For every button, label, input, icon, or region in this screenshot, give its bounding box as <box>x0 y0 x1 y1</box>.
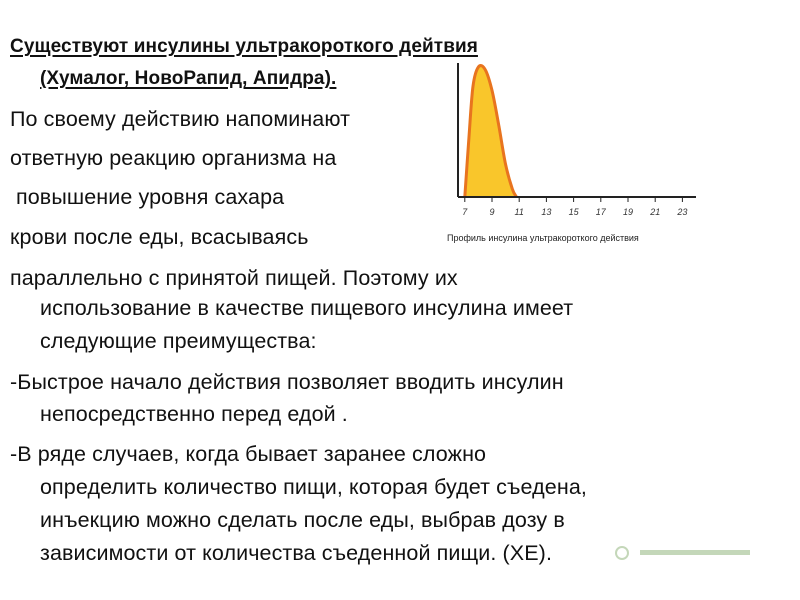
body-line: крови после еды, всасываясь <box>10 225 309 249</box>
body-line: повышение уровня сахара <box>16 185 285 209</box>
body-line: непосредственно перед едой . <box>40 402 348 426</box>
body-line: зависимости от количества съеденной пищи. (ХЕ). <box>40 541 553 565</box>
body-line: ответную реакцию организма на <box>10 146 337 170</box>
watermark-logo <box>612 540 762 566</box>
body-line: По своему действию напоминают <box>10 107 351 131</box>
x-tick-label: 7 <box>462 207 468 217</box>
x-tick-label: 11 <box>514 207 524 217</box>
slide-title-line-2: (Хумалог, НовоРапид, Апидра). <box>40 68 337 89</box>
x-tick-label: 23 <box>677 207 688 217</box>
x-tick-label: 17 <box>595 207 606 217</box>
x-tick-label: 15 <box>568 207 579 217</box>
x-tick-label: 19 <box>622 207 634 217</box>
x-tick-label: 13 <box>541 207 552 217</box>
body-line: параллельно с принятой пищей. Поэтому их <box>10 266 458 290</box>
body-line: следующие преимущества: <box>40 329 317 353</box>
body-line: определить количество пищи, которая будет съедена, <box>40 475 587 499</box>
chart-caption: Профиль инсулина ультракороткого действия <box>447 233 639 243</box>
body-line: -Быстрое начало действия позволяет вводить инсулин <box>10 370 564 394</box>
slide-title-line-1: Существуют инсулины ультракороткого дейтвия <box>10 36 478 57</box>
body-line: -В ряде случаев, когда бывает заранее сложно <box>10 442 487 466</box>
body-line: инъекцию можно сделать после еды, выбрав дозу в <box>40 508 565 532</box>
x-tick-label: 21 <box>650 207 661 217</box>
insulin-profile-chart <box>440 55 700 250</box>
body-line: использование в качестве пищевого инсулина имеет <box>40 296 574 320</box>
x-tick-label: 9 <box>489 207 495 217</box>
